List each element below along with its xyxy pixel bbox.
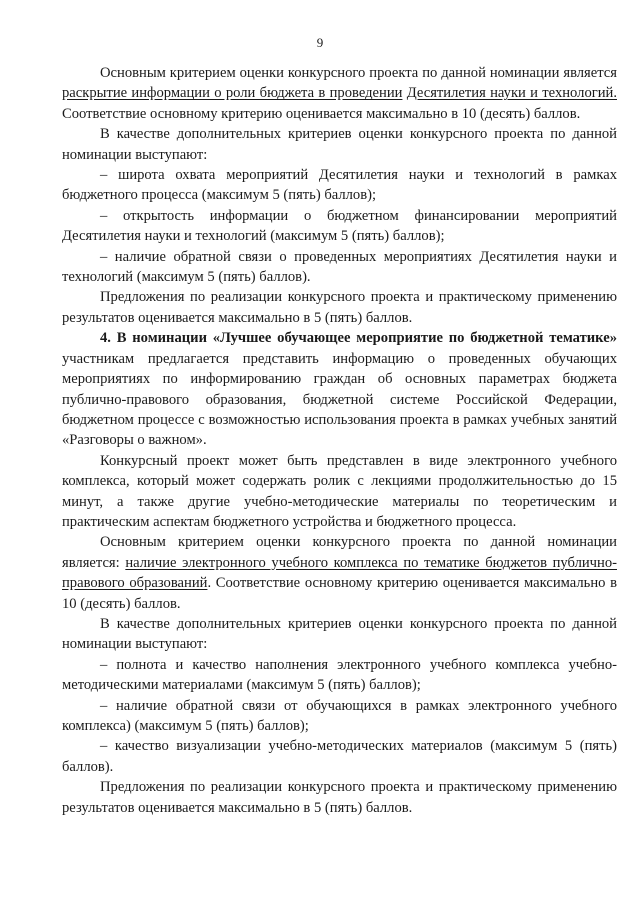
paragraph-additional-criteria-1: В качестве дополнительных критериев оценки конкурсного проекта по данной номинации выступают:	[62, 126, 617, 163]
text-segment: . Соответствие основному критерию оценивается максимально в 10 (десять) баллов.	[62, 575, 617, 612]
list-item: – открытость информации о бюджетном финансировании мероприятий Десятилетия науки и технологий (максимум 5 (пять) баллов);	[62, 207, 617, 245]
text-segment: Соответствие основному критерию оценивается максимально в 10 (десять) баллов.	[62, 105, 581, 122]
page-number: 9	[316, 35, 324, 50]
nomination-heading: 4. В номинации «Лучшее обучающее мероприятие по бюджетной тематике»	[100, 330, 617, 347]
list-item: – широта охвата мероприятий Десятилетия науки и технологий в рамках бюджетного процесса (максимум 5 (пять) баллов);	[62, 167, 617, 204]
underlined-text: раскрытие информации о роли бюджета в проведении	[62, 85, 403, 102]
paragraph-nomination-4	[62, 328, 617, 450]
paragraph-main-criterion-2	[62, 532, 617, 614]
paragraph-project-format: Конкурсный проект может быть представлен в виде электронного учебного комплекса, который может содержать ролик с лекциями продолжительностью до 15 минут, а также другие учебно-методические материалы по теоретическим и практическим аспектам бюджетного устройства и бюджетного процесса.	[62, 452, 617, 530]
document-body	[62, 63, 617, 818]
list-item: – полнота и качество наполнения электронного учебного комплекса учебно-методическими материалами (максимум 5 (пять) баллов);	[62, 656, 617, 694]
list-item: – наличие обратной связи о проведенных мероприятиях Десятилетия науки и технологий (максимум 5 (пять) баллов).	[62, 248, 617, 286]
text-segment: Основным критерием оценки конкурсного проекта по данной номинации является:	[62, 534, 617, 571]
paragraph-additional-criteria-2: В качестве дополнительных критериев оценки конкурсного проекта по данной номинации выступают:	[62, 615, 617, 653]
paragraph-proposals-1: Предложения по реализации конкурсного проекта и практическому применению результатов оценивается максимально в 5 (пять) баллов.	[62, 289, 617, 326]
text-segment: участникам предлагается представить информацию о проведенных обучающих мероприятиях по информированию граждан об основных параметрах бюджета публично-правового образования, бюджетной системе Российской Федерации, бюджетном процессе с возможностью использования проекта в рамках учебных занятий «Разговоры о важном».	[62, 350, 617, 449]
text-segment: Основным критерием оценки конкурсного проекта по данной номинации является	[100, 65, 617, 81]
paragraph-proposals-2: Предложения по реализации конкурсного проекта и практическому применению результатов оценивается максимально в 5 (пять) баллов.	[62, 779, 617, 816]
list-item: – наличие обратной связи от обучающихся в рамках электронного учебного комплекса) (максимум 5 (пять) баллов);	[62, 697, 617, 734]
list-item: – качество визуализации учебно-методических материалов (максимум 5 (пять) баллов).	[62, 738, 617, 775]
underlined-text: Десятилетия науки и технологий.	[406, 85, 617, 102]
underlined-text: наличие электронного учебного комплекса по тематике бюджетов публично-правового образований	[62, 554, 617, 592]
paragraph-main-criterion-1	[62, 63, 617, 124]
